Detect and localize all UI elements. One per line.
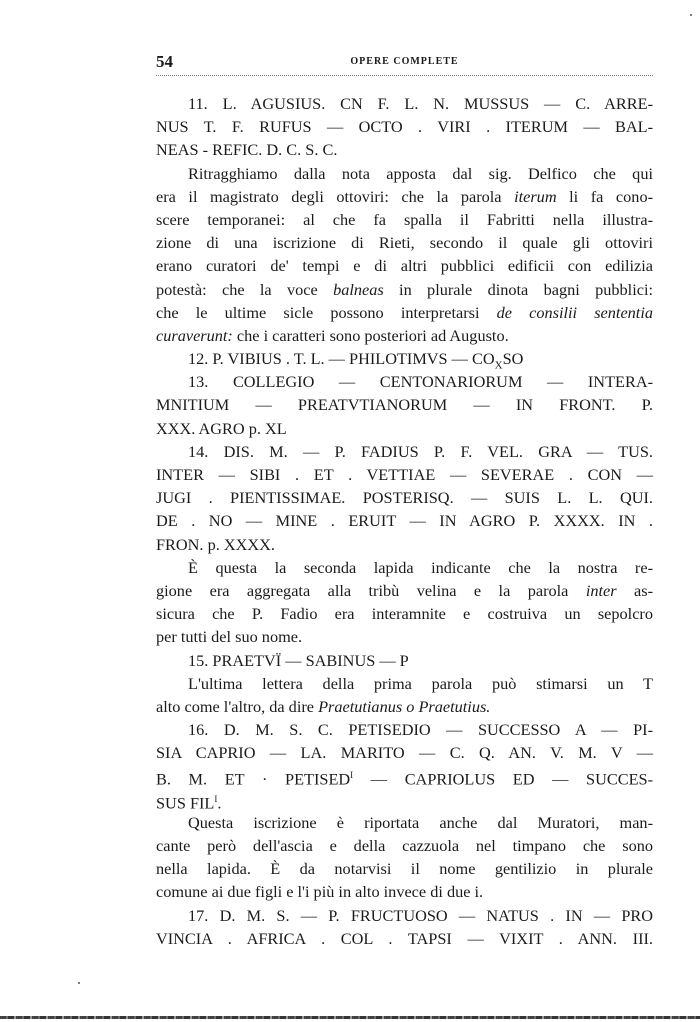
- text-line: DE . NO — MINE . ERUIT — IN AGRO P. XXXX. IN .: [156, 511, 653, 531]
- text-line: zione di una iscrizione di Rieti, secondo il quale gli ottoviri: [156, 233, 653, 253]
- text-line: che le ultime sicle possono interpretarsi de consilii sententia: [156, 302, 653, 322]
- scan-edge-rule: [0, 1016, 700, 1019]
- text-line: era il magistrato degli ottoviri: che la parola iterum li fa cono-: [156, 186, 654, 206]
- text-line: 16. D. M. S. C. PETISEDIO — SUCCESSO A — PI-: [188, 720, 653, 740]
- text-line: NEAS - REFIC. D. C. S. C.: [156, 140, 338, 160]
- text-line: JUGI . PIENTISSIMAE. POSTERISQ. — SUIS L. L. QUI.: [156, 488, 653, 508]
- text-line: VINCIA . AFRICA . COL . TAPSI — VIXIT . ANN. III.: [156, 928, 653, 948]
- page-header: [156, 50, 653, 72]
- text-line: nella lapida. È da notarvisi il nome gentilizio in plurale: [156, 859, 653, 879]
- text-line: alto come l'altro, da dire Praetutianus o Praetutius.: [156, 696, 491, 716]
- running-title: OPERE COMPLETE: [350, 56, 459, 67]
- scan-speck: [78, 982, 80, 984]
- text-line: 11. L. AGUSIUS. CN F. L. N. MUSSUS — C. ARRE-: [188, 94, 653, 113]
- text-line: per tutti del suo nome.: [156, 627, 303, 647]
- text-line: curaverunt: che i caratteri sono posteriori ad Augusto.: [156, 325, 509, 345]
- text-line: Questa iscrizione è riportata anche dal Muratori, man-: [188, 812, 653, 832]
- text-line: 17. D. M. S. — P. FRUCTUOSO — NATUS . IN — PRO: [188, 905, 653, 925]
- book-page: [156, 50, 654, 948]
- text-line: XXX. AGRO p. XL: [156, 418, 287, 438]
- text-line: NUS T. F. RUFUS — OCTO . VIRI . ITERUM — BAL-: [156, 117, 653, 137]
- text-line: scere temporanei: al che fa spalla il Fabritti nella illustra-: [156, 209, 653, 229]
- text-line: MNITIUM — PREATVTIANORUM — IN FRONT. P.: [156, 395, 653, 415]
- scan-speck: [690, 14, 692, 16]
- text-line: È questa la seconda lapida indicante che la nostra re-: [188, 557, 653, 577]
- text-line: comune ai due figli e l'i più in alto invece di due i.: [156, 882, 484, 902]
- text-line: 15. PRAETVÏ — SABINUS — P: [188, 650, 409, 670]
- text-line: Ritragghiamo dalla nota apposta dal sig. Delfico che qui: [188, 163, 653, 183]
- text-line: potestà: che la voce balneas in plurale dinota bagni pubblici:: [156, 279, 654, 299]
- text-line: 12. P. VIBIUS . T. L. — PHILOTIMVS — $CO_XSO$: [188, 349, 524, 372]
- text-line: B. M. ET · $PETISED^I$ — CAPRIOLUS ED — SUCCES-: [156, 769, 653, 789]
- text-line: FRON. p. XXXX.: [156, 534, 275, 554]
- page-number: 54: [156, 52, 173, 71]
- text-line: SIA CAPRIO — LA. MARITO — C. Q. AN. V. M. V —: [156, 743, 653, 763]
- text-line: gione era aggregata alla tribù velina e la parola inter as-: [156, 580, 654, 600]
- text-line: INTER — SIBI . ET . VETTIAE — SEVERAE . CON —: [156, 465, 653, 484]
- text-line: cante però dell'ascia e della cazzuola nel timpano che sono: [156, 836, 653, 855]
- text-line: erano curatori de' tempi e di altri pubblici edificii con edilizia: [156, 256, 653, 276]
- body-text: [156, 92, 653, 950]
- text-line: 13. COLLEGIO — CENTONARIORUM — INTERA-: [188, 372, 653, 392]
- text-line: 14. DIS. M. — P. FADIUS P. F. VEL. GRA — TUS.: [188, 441, 653, 461]
- header-rule: [156, 75, 653, 76]
- text-line: SUS $FIL^I$.: [156, 793, 222, 813]
- text-line: L'ultima lettera della prima parola può stimarsi un T: [188, 673, 653, 693]
- text-line: sicura che P. Fadio era interamnite e costruiva un sepolcro: [156, 604, 653, 624]
